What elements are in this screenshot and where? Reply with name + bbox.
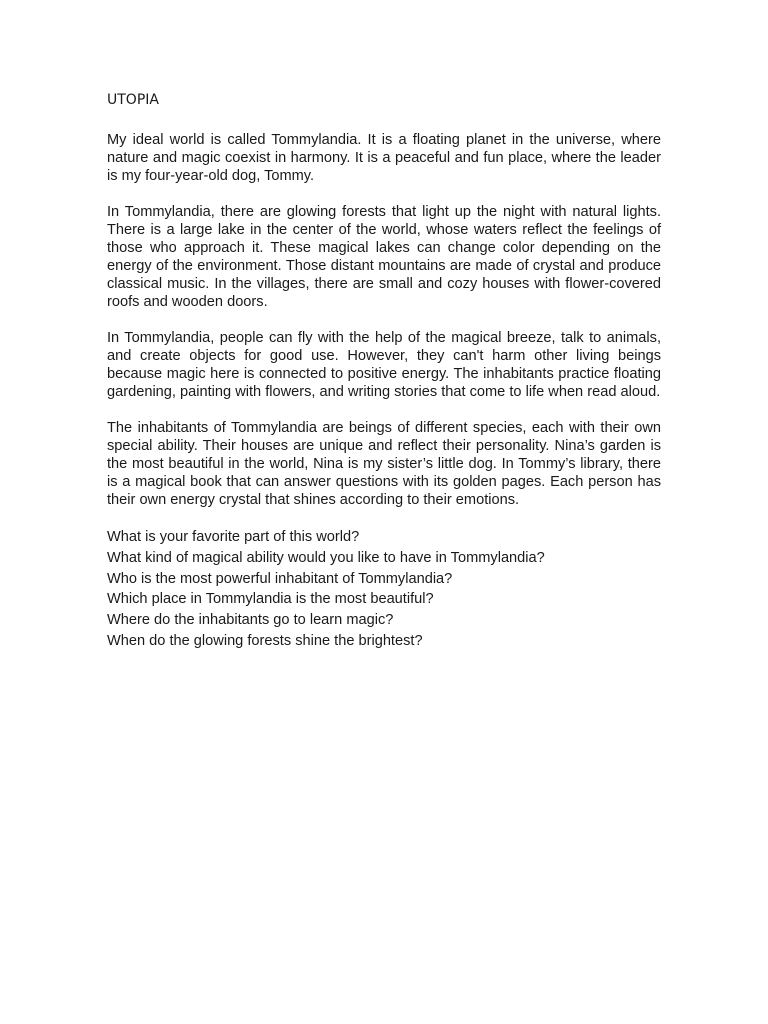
- question-list: [107, 527, 661, 652]
- document-body: [107, 91, 661, 652]
- question-item: Who is the most powerful inhabitant of Tommylandia?: [107, 570, 453, 587]
- question-item: What kind of magical ability would you like to have in Tommylandia?: [107, 549, 545, 566]
- document-title: UTOPIA: [107, 92, 159, 108]
- question-item: What is your favorite part of this world?: [107, 529, 360, 545]
- question-item: Where do the inhabitants go to learn magic?: [107, 612, 394, 629]
- paragraph-inhabitants: The inhabitants of Tommylandia are beings of different species, each with their own special ability. Their houses are unique and reflect their personality. Nina’s garden is the most beautiful in the world, Nina is my sister’s little dog. In Tommy’s library, there is a magical book that can answer questions with its golden pages. Each person has their own energy crystal that shines according to their emotions.: [107, 420, 661, 508]
- question-item: When do the glowing forests shine the brightest?: [107, 632, 423, 649]
- paragraph-abilities: In Tommylandia, people can fly with the help of the magical breeze, talk to animals, and create objects for good use. However, they can't harm other living beings because magic here is connected to positive energy. The inhabitants practice floating gardening, painting with flowers, and writing stories that come to life when read aloud.: [107, 330, 661, 400]
- question-item: Which place in Tommylandia is the most beautiful?: [107, 591, 434, 608]
- paragraph-landscape: In Tommylandia, there are glowing forests that light up the night with natural lights. There is a large lake in the center of the world, whose waters reflect the feelings of those who approach it. These magical lakes can change color depending on the energy of the environment. Those distant mountains are made of crystal and produce classical music. In the villages, there are small and cozy houses with flower-covered roofs and wooden doors.: [107, 204, 661, 310]
- paragraph-intro: My ideal world is called Tommylandia. It is a floating planet in the universe, where nature and magic coexist in harmony. It is a peaceful and fun place, where the leader is my four-year-old dog, Tommy.: [107, 132, 661, 184]
